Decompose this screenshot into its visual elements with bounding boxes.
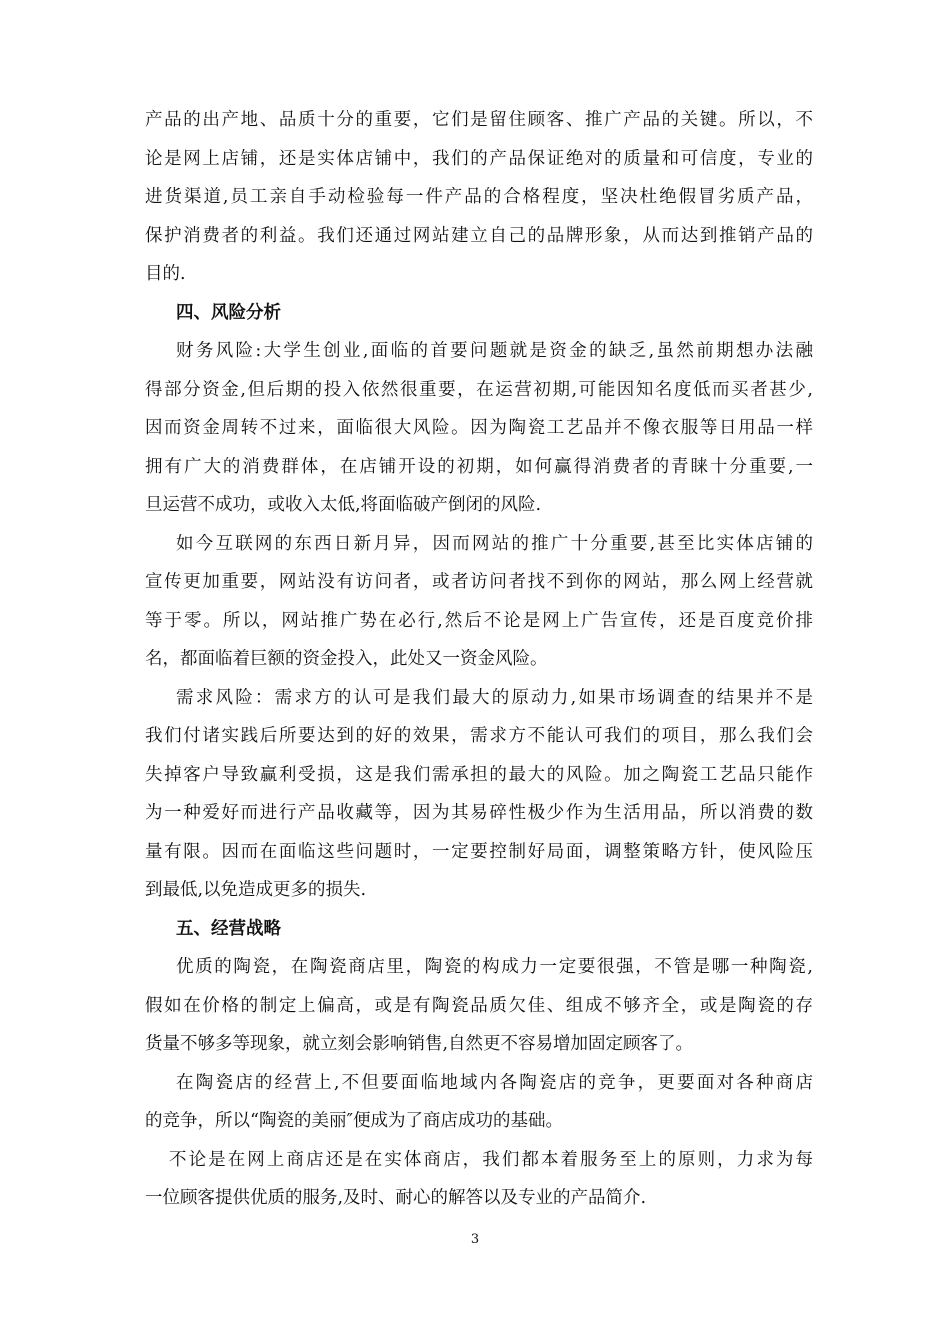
text-line: 的竞争，所以“陶瓷的美丽″便成为了商店成功的基础。 <box>145 1111 563 1131</box>
text-line: 量有限。因而在面临这些问题时，一定要控制好局面，调整策略方针，使风险压 <box>145 841 813 862</box>
text-line: 因而资金周转不过来，面临很大风险。因为陶瓷工艺品并不像衣服等日用品一样 <box>145 418 813 438</box>
text-line: 需求风险：需求方的认可是我们最大的原动力,如果市场调查的结果并不是 <box>176 687 813 708</box>
text-line: 失掉客户导致赢利受损，这是我们需承担的最大的风险。加之陶瓷工艺品只能作 <box>145 764 813 785</box>
text-line: 一位顾客提供优质的服务,及时、耐心的解答以及专业的产品简介. <box>145 1188 647 1208</box>
text-line: 如今互联网的东西日新月异，因而网站的推广十分重要,甚至比实体店铺的 <box>176 533 813 554</box>
text-line: 我们付诸实践后所要达到的好的效果，需求方不能认可我们的项目，那么我们会 <box>145 726 813 746</box>
text-line: 得部分资金,但后期的投入依然很重要，在运营初期,可能因知名度低而买者甚少, <box>145 379 813 400</box>
section-heading-risk-analysis: 四、风险分析 <box>176 302 281 323</box>
text-line: 财务风险:大学生创业,面临的首要问题就是资金的缺乏,虽然前期想办法融 <box>176 341 813 361</box>
text-line: 宣传更加重要，网站没有访问者，或者访问者找不到你的网站，那么网上经营就 <box>145 572 813 592</box>
text-line: 拥有广大的消费群体，在店铺开设的初期，如何赢得消费者的青睐十分重要,一 <box>145 456 813 477</box>
text-line: 在陶瓷店的经营上,不但要面临地域内各陶瓷店的竞争，更要面对各种商店 <box>176 1072 813 1093</box>
text-line: 不论是在网上商店还是在实体商店，我们都本着服务至上的原则，力求为每 <box>169 1149 813 1170</box>
text-line: 货量不够多等现象，就立刻会影响销售,自然更不容易增加固定顾客了。 <box>145 1034 694 1054</box>
text-line: 为一种爱好而进行产品收藏等，因为其易碎性极少作为生活用品，所以消费的数 <box>145 803 813 823</box>
text-line: 等于零。所以，网站推广势在必行,然后不论是网上广告宣传，还是百度竞价排 <box>145 610 813 631</box>
text-line: 论是网上店铺，还是实体店铺中，我们的产品保证绝对的质量和可信度，专业的 <box>145 148 813 169</box>
text-line: 名，都面临着巨额的资金投入，此处又一资金风险。 <box>145 649 548 669</box>
page-number: 3 <box>470 1232 480 1247</box>
text-line: 保护消费者的利益。我们还通过网站建立自己的品牌形象，从而达到推销产品的 <box>145 225 813 246</box>
text-line: 到最低,以免造成更多的损失. <box>145 880 367 900</box>
text-line: 假如在价格的制定上偏高，或是有陶瓷品质欠佳、组成不够齐全，或是陶瓷的存 <box>145 995 813 1016</box>
document-body <box>145 101 813 1218</box>
section-heading-business-strategy: 五、经营战略 <box>176 918 281 939</box>
text-line: 旦运营不成功，或收入太低,将面临破产倒闭的风险. <box>145 495 542 515</box>
text-line: 目的. <box>145 264 186 284</box>
text-line: 进货渠道,员工亲自手动检验每一件产品的合格程度，坚决杜绝假冒劣质产品， <box>145 187 813 207</box>
text-line: 优质的陶瓷，在陶瓷商店里，陶瓷的构成力一定要很强，不管是哪一种陶瓷, <box>176 957 813 977</box>
text-line: 产品的出产地、品质十分的重要，它们是留住顾客、推广产品的关键。所以，不 <box>145 110 813 130</box>
